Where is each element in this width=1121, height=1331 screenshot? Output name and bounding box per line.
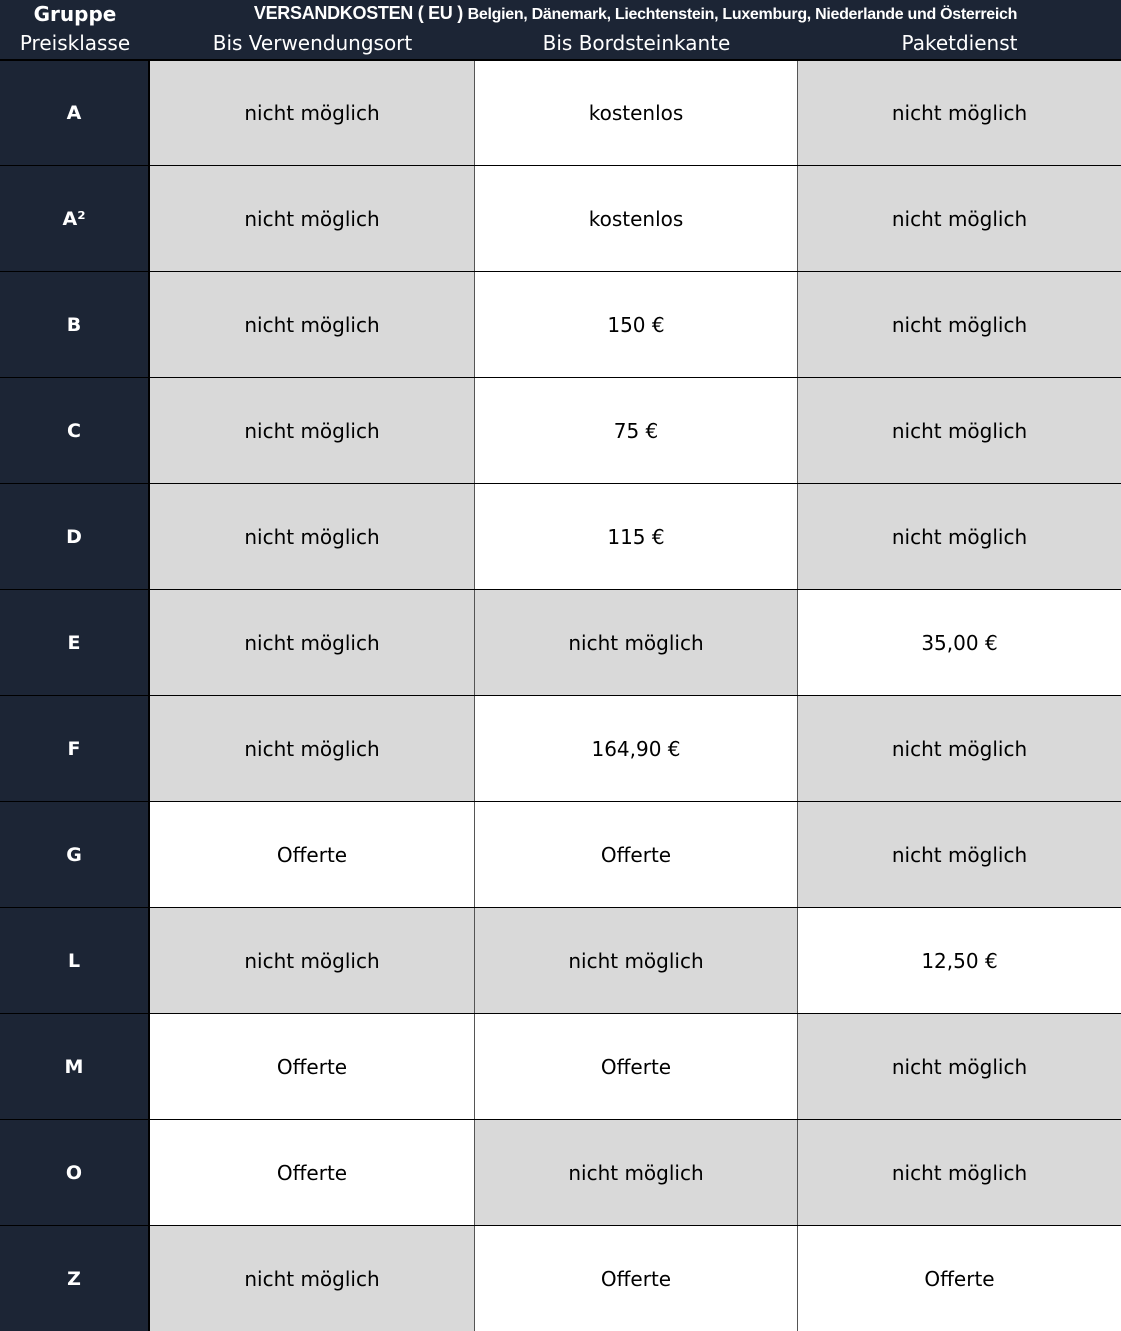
table-cell: nicht möglich <box>798 484 1121 589</box>
price-class-label: B <box>0 272 150 377</box>
table-cell: nicht möglich <box>475 908 798 1013</box>
price-class-header: Preisklasse <box>19 31 131 55</box>
table-cell: Offerte <box>150 802 475 907</box>
table-cell: nicht möglich <box>798 802 1121 907</box>
column-header-verwendungsort: Bis Verwendungsort <box>212 31 413 55</box>
table-cell: 164,90 € <box>475 696 798 801</box>
table-cell: nicht möglich <box>798 61 1121 165</box>
table-row <box>0 1225 1121 1331</box>
price-class-label: M <box>0 1014 150 1119</box>
table-row <box>0 907 1121 1013</box>
table-cell: nicht möglich <box>150 484 475 589</box>
table-cell: nicht möglich <box>150 166 475 271</box>
table-row <box>0 483 1121 589</box>
table-row <box>0 59 1121 165</box>
price-class-label: A <box>0 61 150 165</box>
table-title <box>150 0 1121 28</box>
table-cell: nicht möglich <box>150 272 475 377</box>
price-class-label: G <box>0 802 150 907</box>
price-class-label: D <box>0 484 150 589</box>
table-title-countries: Belgien, Dänemark, Liechtenstein, Luxemburg, Niederlande und Österreich <box>467 6 1018 23</box>
table-row <box>0 271 1121 377</box>
table-row <box>0 165 1121 271</box>
table-cell: nicht möglich <box>150 378 475 483</box>
table-row <box>0 801 1121 907</box>
table-cell: Offerte <box>150 1120 475 1225</box>
table-body <box>0 59 1121 1331</box>
table-cell: nicht möglich <box>798 1014 1121 1119</box>
price-class-label: F <box>0 696 150 801</box>
table-cell: nicht möglich <box>475 590 798 695</box>
table-cell: nicht möglich <box>798 1120 1121 1225</box>
table-cell: nicht möglich <box>150 696 475 801</box>
table-row <box>0 589 1121 695</box>
table-row <box>0 695 1121 801</box>
table-row <box>0 377 1121 483</box>
table-cell: Offerte <box>475 1014 798 1119</box>
column-header-paketdienst: Paketdienst <box>901 31 1018 55</box>
table-cell: kostenlos <box>475 166 798 271</box>
table-row <box>0 1013 1121 1119</box>
table-cell: 150 € <box>475 272 798 377</box>
table-cell: 12,50 € <box>798 908 1121 1013</box>
table-cell: nicht möglich <box>798 696 1121 801</box>
table-cell: nicht möglich <box>475 1120 798 1225</box>
table-cell: nicht möglich <box>798 166 1121 271</box>
column-header-bordsteinkante: Bis Bordsteinkante <box>542 31 731 55</box>
table-cell: 75 € <box>475 378 798 483</box>
price-class-label: C <box>0 378 150 483</box>
table-cell: kostenlos <box>475 61 798 165</box>
table-cell: Offerte <box>798 1226 1121 1331</box>
table-cell: nicht möglich <box>798 272 1121 377</box>
table-cell: nicht möglich <box>150 590 475 695</box>
price-class-label: E <box>0 590 150 695</box>
table-header <box>0 0 1121 59</box>
table-title-main: VERSANDKOSTEN ( EU ) <box>253 3 463 23</box>
table-cell: nicht möglich <box>150 61 475 165</box>
price-class-label: A² <box>0 166 150 271</box>
group-header: Gruppe <box>33 2 117 26</box>
table-cell: nicht möglich <box>150 908 475 1013</box>
price-class-label: O <box>0 1120 150 1225</box>
table-cell: 35,00 € <box>798 590 1121 695</box>
table-cell: Offerte <box>150 1014 475 1119</box>
price-class-label: Z <box>0 1226 150 1331</box>
table-cell: Offerte <box>475 1226 798 1331</box>
table-cell: nicht möglich <box>798 378 1121 483</box>
table-row <box>0 1119 1121 1225</box>
price-class-label: L <box>0 908 150 1013</box>
table-cell: 115 € <box>475 484 798 589</box>
table-cell: nicht möglich <box>150 1226 475 1331</box>
table-cell: Offerte <box>475 802 798 907</box>
